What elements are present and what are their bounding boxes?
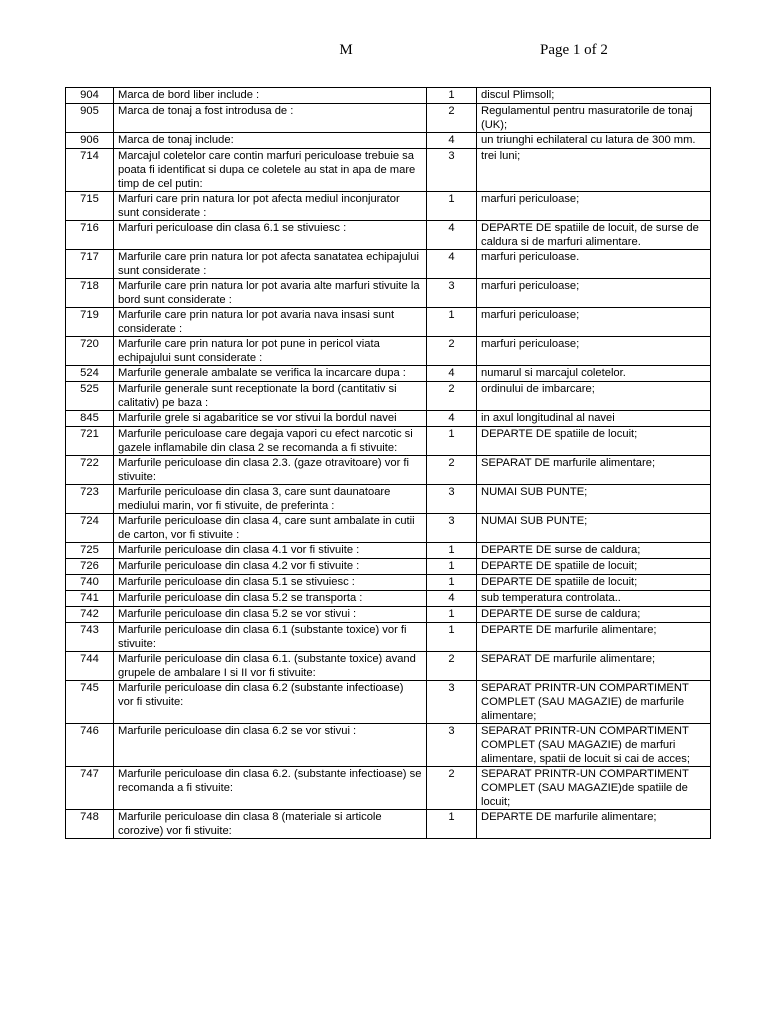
- question-number-cell: 724: [66, 514, 114, 543]
- question-number-cell: 525: [66, 382, 114, 411]
- answer-number-cell: 1: [427, 559, 477, 575]
- question-number-cell: 524: [66, 366, 114, 382]
- table-row: [66, 337, 711, 366]
- answer-number-cell: 3: [427, 279, 477, 308]
- answer-text-cell: SEPARAT PRINTR-UN COMPARTIMENT COMPLET (SAU MAGAZIE) de marfurile alimentare;: [477, 681, 711, 724]
- question-text-cell: Marfurile periculoase din clasa 4.2 vor fi stivuite :: [114, 559, 427, 575]
- table-row: [66, 221, 711, 250]
- answer-number-cell: 3: [427, 724, 477, 767]
- answer-number-cell: 4: [427, 133, 477, 149]
- question-text-cell: Marcajul coletelor care contin marfuri periculoase trebuie sa poata fi identificat si dupa ce coletele au stat in apa de mare timp de cel putin:: [114, 149, 427, 192]
- question-number-cell: 743: [66, 623, 114, 652]
- answer-text-cell: DEPARTE DE spatiile de locuit;: [477, 575, 711, 591]
- table-row: [66, 575, 711, 591]
- answer-number-cell: 2: [427, 382, 477, 411]
- answer-text-cell: numarul si marcajul coletelor.: [477, 366, 711, 382]
- answer-text-cell: SEPARAT PRINTR-UN COMPARTIMENT COMPLET (SAU MAGAZIE) de marfuri alimentare, spatii de locuit si cai de acces;: [477, 724, 711, 767]
- answer-text-cell: marfuri periculoase;: [477, 308, 711, 337]
- question-text-cell: Marfurile periculoase din clasa 5.1 se stivuiesc :: [114, 575, 427, 591]
- answer-number-cell: 2: [427, 456, 477, 485]
- table-row: [66, 591, 711, 607]
- question-number-cell: 717: [66, 250, 114, 279]
- answer-number-cell: 4: [427, 591, 477, 607]
- question-text-cell: Marfurile periculoase din clasa 8 (materiale si articole corozive) vor fi stivuite:: [114, 810, 427, 839]
- question-number-cell: 722: [66, 456, 114, 485]
- question-number-cell: 741: [66, 591, 114, 607]
- table-row: [66, 250, 711, 279]
- answer-text-cell: sub temperatura controlata..: [477, 591, 711, 607]
- question-number-cell: 726: [66, 559, 114, 575]
- question-text-cell: Marfurile care prin natura lor pot avaria alte marfuri stivuite la bord sunt considerate :: [114, 279, 427, 308]
- question-number-cell: 744: [66, 652, 114, 681]
- table-row: [66, 279, 711, 308]
- answer-text-cell: DEPARTE DE marfurile alimentare;: [477, 810, 711, 839]
- table-row: [66, 192, 711, 221]
- table-row: [66, 104, 711, 133]
- answer-number-cell: 1: [427, 810, 477, 839]
- question-number-cell: 718: [66, 279, 114, 308]
- answer-number-cell: 2: [427, 767, 477, 810]
- question-text-cell: Marfurile periculoase din clasa 6.1. (substante toxice) avand grupele de ambalare I si II vor fi stivuite:: [114, 652, 427, 681]
- answer-number-cell: 4: [427, 250, 477, 279]
- question-number-cell: 745: [66, 681, 114, 724]
- question-text-cell: Marfurile periculoase din clasa 5.2 se vor stivui :: [114, 607, 427, 623]
- question-text-cell: Marfurile periculoase din clasa 4, care sunt ambalate in cutii de carton, vor fi stivuite :: [114, 514, 427, 543]
- answer-number-cell: 3: [427, 149, 477, 192]
- question-number-cell: 746: [66, 724, 114, 767]
- question-number-cell: 906: [66, 133, 114, 149]
- table-row: [66, 543, 711, 559]
- answer-number-cell: 4: [427, 411, 477, 427]
- question-number-cell: 720: [66, 337, 114, 366]
- question-number-cell: 719: [66, 308, 114, 337]
- answer-text-cell: SEPARAT DE marfurile alimentare;: [477, 652, 711, 681]
- question-number-cell: 725: [66, 543, 114, 559]
- question-text-cell: Marfurile periculoase din clasa 6.1 (substante toxice) vor fi stivuite:: [114, 623, 427, 652]
- question-text-cell: Marca de bord liber include :: [114, 88, 427, 104]
- answer-text-cell: marfuri periculoase.: [477, 250, 711, 279]
- table-row: [66, 382, 711, 411]
- answer-number-cell: 4: [427, 366, 477, 382]
- question-text-cell: Marfurile care prin natura lor pot afecta sanatatea echipajului sunt considerate :: [114, 250, 427, 279]
- table-row: [66, 514, 711, 543]
- answer-number-cell: 4: [427, 221, 477, 250]
- question-number-cell: 721: [66, 427, 114, 456]
- answer-text-cell: DEPARTE DE surse de caldura;: [477, 607, 711, 623]
- question-number-cell: 905: [66, 104, 114, 133]
- answer-number-cell: 1: [427, 88, 477, 104]
- table-row: [66, 607, 711, 623]
- table-row: [66, 427, 711, 456]
- answer-text-cell: discul Plimsoll;: [477, 88, 711, 104]
- answer-number-cell: 1: [427, 623, 477, 652]
- answer-text-cell: marfuri periculoase;: [477, 279, 711, 308]
- question-text-cell: Marca de tonaj a fost introdusa de :: [114, 104, 427, 133]
- answer-text-cell: NUMAI SUB PUNTE;: [477, 485, 711, 514]
- question-number-cell: 716: [66, 221, 114, 250]
- table-row: [66, 149, 711, 192]
- answer-text-cell: in axul longitudinal al navei: [477, 411, 711, 427]
- question-text-cell: Marfurile generale ambalate se verifica la incarcare dupa :: [114, 366, 427, 382]
- answer-text-cell: DEPARTE DE spatiile de locuit;: [477, 559, 711, 575]
- answer-text-cell: DEPARTE DE spatiile de locuit, de surse de caldura si de marfuri alimentare.: [477, 221, 711, 250]
- question-number-cell: 715: [66, 192, 114, 221]
- question-text-cell: Marfurile care prin natura lor pot pune in pericol viata echipajului sunt considerate :: [114, 337, 427, 366]
- question-text-cell: Marfurile periculoase din clasa 5.2 se transporta :: [114, 591, 427, 607]
- answer-text-cell: ordinului de imbarcare;: [477, 382, 711, 411]
- table-row: [66, 366, 711, 382]
- answer-number-cell: 3: [427, 485, 477, 514]
- question-text-cell: Marca de tonaj include:: [114, 133, 427, 149]
- question-number-cell: 845: [66, 411, 114, 427]
- question-number-cell: 740: [66, 575, 114, 591]
- table-row: [66, 810, 711, 839]
- table-row: [66, 456, 711, 485]
- table-row: [66, 133, 711, 149]
- question-table: [65, 87, 711, 839]
- answer-text-cell: marfuri periculoase;: [477, 337, 711, 366]
- question-text-cell: Marfurile periculoase din clasa 6.2 se vor stivui :: [114, 724, 427, 767]
- answer-text-cell: DEPARTE DE surse de caldura;: [477, 543, 711, 559]
- question-number-cell: 748: [66, 810, 114, 839]
- question-number-cell: 904: [66, 88, 114, 104]
- answer-number-cell: 1: [427, 575, 477, 591]
- table-row: [66, 411, 711, 427]
- question-text-cell: Marfurile grele si agabaritice se vor stivui la bordul navei: [114, 411, 427, 427]
- question-number-cell: 742: [66, 607, 114, 623]
- answer-text-cell: DEPARTE DE spatiile de locuit;: [477, 427, 711, 456]
- table-row: [66, 485, 711, 514]
- answer-text-cell: Regulamentul pentru masuratorile de tonaj (UK);: [477, 104, 711, 133]
- page-number: Page 1 of 2: [540, 42, 608, 58]
- question-text-cell: Marfurile care prin natura lor pot avaria nava insasi sunt considerate :: [114, 308, 427, 337]
- answer-text-cell: SEPARAT PRINTR-UN COMPARTIMENT COMPLET (SAU MAGAZIE)de spatiile de locuit;: [477, 767, 711, 810]
- answer-number-cell: 2: [427, 337, 477, 366]
- table-row: [66, 767, 711, 810]
- answer-text-cell: trei luni;: [477, 149, 711, 192]
- question-number-cell: 723: [66, 485, 114, 514]
- answer-number-cell: 3: [427, 514, 477, 543]
- question-text-cell: Marfurile periculoase din clasa 4.1 vor fi stivuite :: [114, 543, 427, 559]
- answer-text-cell: NUMAI SUB PUNTE;: [477, 514, 711, 543]
- answer-number-cell: 1: [427, 308, 477, 337]
- question-number-cell: 747: [66, 767, 114, 810]
- question-text-cell: Marfurile periculoase din clasa 6.2. (substante infectioase) se recomanda a fi stivuite:: [114, 767, 427, 810]
- table-row: [66, 623, 711, 652]
- answer-text-cell: DEPARTE DE marfurile alimentare;: [477, 623, 711, 652]
- page-header-title: M: [339, 42, 353, 58]
- answer-number-cell: 1: [427, 427, 477, 456]
- table-row: [66, 308, 711, 337]
- table-row: [66, 724, 711, 767]
- table-row: [66, 681, 711, 724]
- question-text-cell: Marfurile periculoase care degaja vapori cu efect narcotic si gazele inflamabile din clasa 2 se recomanda a fi stivuite:: [114, 427, 427, 456]
- table-row: [66, 559, 711, 575]
- table-row: [66, 88, 711, 104]
- answer-text-cell: marfuri periculoase;: [477, 192, 711, 221]
- question-text-cell: Marfurile periculoase din clasa 2.3. (gaze otravitoare) vor fi stivuite:: [114, 456, 427, 485]
- question-text-cell: Marfurile periculoase din clasa 6.2 (substante infectioase) vor fi stivuite:: [114, 681, 427, 724]
- answer-number-cell: 3: [427, 681, 477, 724]
- answer-number-cell: 2: [427, 652, 477, 681]
- answer-text-cell: SEPARAT DE marfurile alimentare;: [477, 456, 711, 485]
- answer-number-cell: 1: [427, 543, 477, 559]
- question-text-cell: Marfurile generale sunt receptionate la bord (cantitativ si calitativ) pe baza :: [114, 382, 427, 411]
- answer-number-cell: 1: [427, 607, 477, 623]
- question-table-body: [66, 88, 711, 839]
- answer-number-cell: 1: [427, 192, 477, 221]
- question-number-cell: 714: [66, 149, 114, 192]
- answer-text-cell: un triunghi echilateral cu latura de 300 mm.: [477, 133, 711, 149]
- table-row: [66, 652, 711, 681]
- answer-number-cell: 2: [427, 104, 477, 133]
- question-text-cell: Marfurile periculoase din clasa 3, care sunt daunatoare mediului marin, vor fi stivuite, de preferinta :: [114, 485, 427, 514]
- question-text-cell: Marfuri periculoase din clasa 6.1 se stivuiesc :: [114, 221, 427, 250]
- question-text-cell: Marfuri care prin natura lor pot afecta mediul inconjurator sunt considerate :: [114, 192, 427, 221]
